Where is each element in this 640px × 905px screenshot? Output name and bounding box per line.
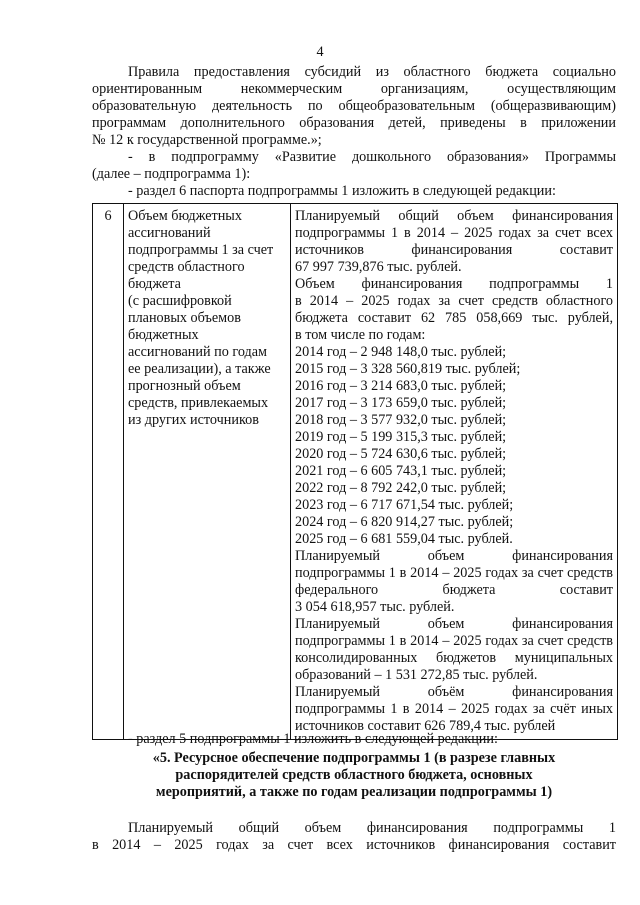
text-line: Планируемый объем финансирования bbox=[295, 548, 613, 564]
text-line: (с расшифровкой bbox=[128, 293, 232, 309]
text-line: из других источников bbox=[128, 412, 259, 428]
text-line: средств областного bbox=[128, 259, 245, 275]
text-line: Планируемый объём финансирования bbox=[295, 684, 613, 700]
text-line: Правила предоставления субсидий из областного бюджета социально bbox=[128, 64, 616, 80]
text-line: федерального бюджета составит bbox=[295, 582, 613, 598]
text-line: Планируемый общий объем финансирования bbox=[295, 208, 613, 224]
yearly-breakdown bbox=[295, 344, 613, 548]
text-line: ассигнований bbox=[128, 225, 211, 241]
text-line: в том числе по годам: bbox=[295, 327, 426, 343]
text-line: № 12 к государственной программе.»; bbox=[92, 132, 322, 148]
passport-table bbox=[92, 203, 618, 740]
year-line: 2022 год – 8 792 242,0 тыс. рублей; bbox=[295, 480, 507, 496]
text-line: образований – 1 531 272,85 тыс. рублей. bbox=[295, 667, 538, 683]
section6-intro bbox=[92, 183, 616, 200]
year-line: 2016 год – 3 214 683,0 тыс. рублей; bbox=[295, 378, 507, 394]
text-line: в 2014 – 2025 годах за счет всех источников финансирования составит bbox=[92, 837, 616, 853]
federal-financing bbox=[295, 548, 613, 616]
total-financing bbox=[295, 208, 613, 276]
text-line: - в подпрограмму «Развитие дошкольного образования» Программы bbox=[128, 149, 616, 165]
text-line: образовательную деятельность по общеобразовательным (общеразвивающим) bbox=[92, 98, 616, 114]
closing-paragraph bbox=[92, 820, 616, 854]
text-line: Планируемый общий объем финансирования подпрограммы 1 bbox=[128, 820, 616, 836]
year-line: 2014 год – 2 948 148,0 тыс. рублей; bbox=[295, 344, 507, 360]
row-value-cell bbox=[291, 204, 618, 740]
heading-line: распорядителей средств областного бюджета, основных bbox=[175, 767, 533, 783]
text-line: Объем финансирования подпрограммы 1 bbox=[295, 276, 613, 292]
text-line: источников составит 626 789,4 тыс. рублей bbox=[295, 718, 556, 734]
text-line: средств, привлекаемых bbox=[128, 395, 269, 411]
text-line: прогнозный объем bbox=[128, 378, 241, 394]
text-line: подпрограммы 1 в 2014 – 2025 годах за счет средств bbox=[295, 565, 613, 581]
year-line: 2017 год – 3 173 659,0 тыс. рублей; bbox=[295, 395, 507, 411]
section5-intro bbox=[92, 731, 616, 748]
heading-line: мероприятий, а также по годам реализации подпрограммы 1) bbox=[155, 784, 553, 800]
text-line: ассигнований по годам bbox=[128, 344, 267, 360]
text-line: программам дополнительного образования детей, приведены в приложении bbox=[92, 115, 616, 131]
text-line: подпрограммы 1 за счет bbox=[128, 242, 274, 258]
text-line: консолидированных бюджетов муниципальных bbox=[295, 650, 613, 666]
regional-financing bbox=[295, 276, 613, 344]
other-financing bbox=[295, 684, 613, 735]
row-name-cell bbox=[124, 204, 291, 740]
text-line: ее реализации), а также bbox=[128, 361, 271, 377]
year-line: 2023 год – 6 717 671,54 тыс. рублей; bbox=[295, 497, 514, 513]
row-number-cell: 6 bbox=[93, 204, 124, 740]
year-line: 2018 год – 3 577 932,0 тыс. рублей; bbox=[295, 412, 507, 428]
text-line: плановых объемов bbox=[128, 310, 241, 326]
municipal-financing bbox=[295, 616, 613, 684]
section5-heading bbox=[92, 750, 616, 801]
text-line: Планируемый объем финансирования bbox=[295, 616, 613, 632]
year-line: 2020 год – 5 724 630,6 тыс. рублей; bbox=[295, 446, 507, 462]
subprogram-paragraph bbox=[92, 149, 616, 183]
table-row bbox=[93, 204, 618, 740]
year-line: 2025 год – 6 681 559,04 тыс. рублей. bbox=[295, 531, 513, 547]
text-line: подпрограммы 1 в 2014 – 2025 годах за счет средств bbox=[295, 633, 613, 649]
page-number: 4 bbox=[316, 44, 324, 60]
year-line: 2021 год – 6 605 743,1 тыс. рублей; bbox=[295, 463, 507, 479]
text-line: Объем бюджетных bbox=[128, 208, 242, 224]
text-line: - раздел 6 паспорта подпрограммы 1 изложить в следующей редакции: bbox=[128, 183, 556, 199]
text-line: (далее – подпрограмма 1): bbox=[92, 166, 251, 182]
text-line: бюджета bbox=[128, 276, 181, 292]
text-line: 3 054 618,957 тыс. рублей. bbox=[295, 599, 455, 615]
year-line: 2019 год – 5 199 315,3 тыс. рублей; bbox=[295, 429, 507, 445]
year-line: 2015 год – 3 328 560,819 тыс. рублей; bbox=[295, 361, 521, 377]
heading-line: «5. Ресурсное обеспечение подпрограммы 1 (в разрезе главных bbox=[152, 750, 556, 766]
text-line: в 2014 – 2025 годах за счет средств областного bbox=[295, 293, 613, 309]
text-line: ориентированным некоммерческим организациям, осуществляющим bbox=[92, 81, 616, 97]
text-line: подпрограммы 1 в 2014 – 2025 годах за счёт иных bbox=[295, 701, 613, 717]
intro-paragraph bbox=[92, 64, 616, 149]
text-line: источников финансирования составит bbox=[295, 242, 613, 258]
text-line: подпрограммы 1 в 2014 – 2025 годах за счет всех bbox=[295, 225, 613, 241]
text-line: бюджета составит 62 785 058,669 тыс. рублей, bbox=[295, 310, 613, 326]
text-line: бюджетных bbox=[128, 327, 199, 343]
year-line: 2024 год – 6 820 914,27 тыс. рублей; bbox=[295, 514, 514, 530]
text-line: 67 997 739,876 тыс. рублей. bbox=[295, 259, 462, 275]
text-line: - раздел 5 подпрограммы 1 изложить в следующей редакции: bbox=[128, 731, 498, 747]
